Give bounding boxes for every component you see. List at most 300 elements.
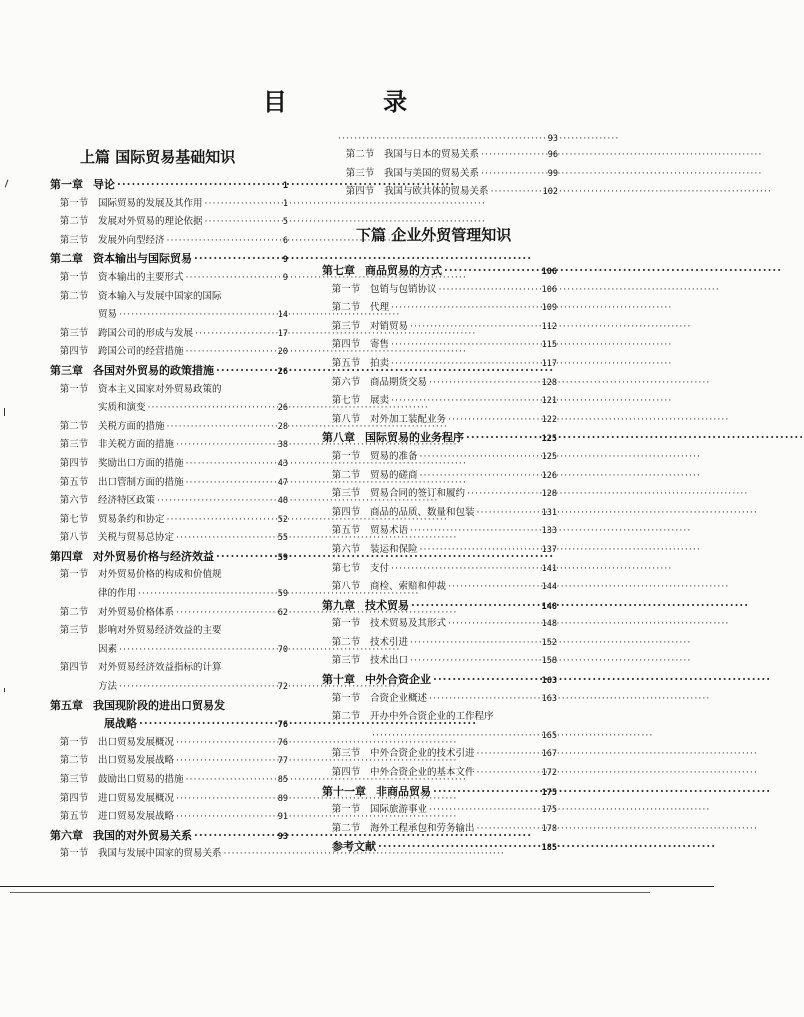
section-number: 第四节	[331, 339, 361, 351]
page-number: 163	[541, 676, 557, 687]
leader-dots	[481, 165, 546, 184]
page-number: 148	[541, 601, 557, 612]
toc-section-entry[interactable]	[322, 745, 557, 764]
section-number: 第二节	[331, 469, 361, 481]
leader-dots	[467, 485, 540, 504]
leader-dots	[372, 727, 540, 746]
page-number: 141	[541, 563, 557, 574]
section-number: 第一节	[59, 271, 89, 283]
toc-section-entry[interactable]	[322, 281, 557, 300]
leader-dots	[444, 262, 540, 281]
section-title: 技术出口	[370, 655, 409, 667]
leader-dots	[448, 615, 540, 634]
section-title: 国际旅游事业	[370, 804, 428, 816]
page-number: 175	[541, 787, 557, 798]
section-title: 展卖	[370, 395, 390, 407]
toc-section-entry[interactable]	[322, 448, 557, 467]
section-title: 关税与贸易总协定	[98, 532, 175, 544]
section-number: 第一节	[331, 692, 361, 704]
leader-dots	[491, 183, 541, 202]
page-number: 1	[282, 181, 288, 191]
section-number: 第四节	[331, 767, 361, 779]
section-title: 资本主义国家对外贸易政策的	[98, 383, 222, 395]
page-number: 152	[541, 637, 557, 648]
page-number: 185	[541, 843, 557, 854]
toc-section-entry[interactable]	[322, 522, 557, 541]
toc-section-entry[interactable]	[336, 165, 558, 184]
chapter-number: 第一章	[50, 178, 83, 191]
leader-dots	[167, 418, 276, 437]
section-title: 贸易术语	[370, 525, 409, 537]
section-number: 第五节	[59, 476, 89, 488]
section-number: 第四节	[59, 457, 89, 469]
leader-dots	[410, 634, 540, 653]
leader-dots	[167, 511, 276, 530]
page-number: 26	[277, 403, 288, 414]
leader-dots	[176, 529, 276, 548]
section-number: 第二节	[345, 149, 375, 160]
section-number: 第三节	[331, 748, 361, 760]
page-number: 175	[541, 805, 557, 816]
page-number: 93	[547, 134, 558, 144]
toc-section-entry[interactable]	[322, 615, 557, 634]
page-number: 125	[541, 451, 557, 462]
page-title: 目 录	[262, 88, 452, 116]
section-title: 技术贸易及其形式	[370, 618, 447, 630]
toc-section-entry[interactable]	[50, 418, 288, 437]
page-number: 62	[277, 607, 288, 618]
section-title: 商检、索赔和仲裁	[370, 581, 447, 593]
chapter-title: 各国对外贸易的政策措施	[93, 363, 214, 377]
toc-section-entry[interactable]	[50, 325, 288, 344]
section-title: 鼓励出口贸易的措施	[98, 774, 184, 785]
leader-dots	[481, 146, 546, 165]
chapter-number: 第十一章	[322, 784, 366, 798]
toc-section-entry[interactable]	[50, 808, 288, 827]
page-number: 96	[547, 150, 558, 160]
leader-dots	[429, 801, 540, 820]
chapter-number: 第三章	[50, 363, 83, 377]
section-title: 影响对外贸易经济效益的主要	[98, 625, 222, 637]
section-title: 进口贸易发展概况	[98, 792, 175, 804]
section-number: 第四节	[345, 186, 375, 198]
section-title: 发展对外贸易的理论依据	[98, 216, 203, 228]
toc-section-entry[interactable]	[50, 529, 288, 548]
section-number: 第一节	[331, 450, 361, 462]
page-number: 89	[277, 793, 288, 804]
page-number: 5	[282, 217, 288, 228]
leader-dots	[157, 492, 276, 511]
toc-section-entry[interactable]	[50, 474, 288, 493]
section-title: 寄售	[370, 339, 390, 351]
page-number: 167	[541, 749, 557, 760]
page-number: 93	[277, 831, 288, 842]
page-number: 121	[541, 396, 557, 407]
leader-dots	[195, 325, 276, 344]
leader-dots	[176, 604, 276, 623]
leader-dots	[186, 474, 276, 493]
section-number: 第六节	[331, 376, 361, 388]
section-number: 第八节	[331, 581, 361, 593]
page-number: 91	[277, 812, 288, 823]
leader-dots	[167, 232, 281, 251]
section-number: 第六节	[331, 543, 361, 555]
toc-chapter-entry[interactable]	[322, 671, 557, 690]
toc-section-entry[interactable]	[50, 288, 288, 325]
page-number: 76	[277, 737, 288, 748]
page-number: 117	[541, 358, 557, 369]
toc-section-entry[interactable]	[50, 752, 288, 771]
leader-dots	[176, 436, 276, 455]
toc-section-entry[interactable]	[322, 820, 557, 839]
section-number: 第五节	[59, 811, 89, 823]
section-title: 对外贸易经济效益指标的计算	[98, 662, 222, 674]
toc-section-entry[interactable]	[322, 467, 557, 486]
page-number: 52	[277, 514, 288, 525]
leader-dots	[391, 560, 540, 579]
section-number: 第三节	[331, 320, 361, 332]
section-number: 第一节	[331, 804, 361, 816]
page-number: 14	[277, 310, 288, 321]
toc-chapter-entry[interactable]	[322, 597, 557, 616]
section-title: 资本输出的主要形式	[98, 271, 184, 283]
page-number: 125	[541, 434, 557, 445]
section-title: 支付	[370, 562, 390, 574]
leader-dots	[176, 790, 276, 809]
toc-section-entry[interactable]	[50, 790, 288, 809]
toc-continuation-row[interactable]	[336, 132, 558, 146]
section-title: 开办中外合资企业的工作程序	[370, 711, 494, 723]
leader-dots	[194, 827, 276, 846]
section-number: 第一节	[59, 197, 89, 209]
section-title: 包销与包销协议	[370, 283, 437, 295]
section-title: 中外合资企业的基本文件	[370, 767, 475, 779]
toc-section-entry[interactable]	[50, 436, 288, 455]
page-number: 165	[541, 730, 557, 741]
section-title: 出口管制方面的措施	[98, 476, 184, 488]
section-title: 技术引进	[370, 636, 409, 648]
page-number: 178	[541, 823, 557, 834]
chapter-title: 非商品贸易	[376, 784, 431, 798]
bottom-rule-secondary	[10, 892, 650, 893]
page-number: 6	[282, 235, 288, 246]
section-number: 第六节	[59, 495, 89, 507]
page-number: 43	[277, 458, 288, 469]
toc-section-entry[interactable]	[322, 801, 557, 820]
page-number: 133	[541, 526, 557, 537]
chapter-number: 第七章	[322, 264, 355, 277]
toc-section-entry[interactable]	[322, 578, 557, 597]
section-title: 出口贸易发展概况	[98, 736, 175, 748]
chapter-title: 对外贸易价格与经济效益	[93, 549, 214, 563]
scan-mark	[4, 688, 8, 692]
leader-dots	[205, 213, 281, 232]
toc-section-entry[interactable]	[50, 771, 288, 790]
section-number: 第三节	[345, 167, 375, 179]
chapter-title: 参考文献	[332, 840, 376, 854]
toc-chapter-entry[interactable]	[50, 176, 288, 195]
page-number: 20	[277, 347, 288, 358]
chapter-number: 第八章	[322, 431, 355, 445]
chapter-number: 第四章	[50, 549, 83, 563]
page-number: 77	[277, 756, 288, 767]
section-number: 第二节	[331, 711, 361, 723]
toc-left-column	[50, 176, 288, 864]
page-number: 172	[541, 768, 557, 779]
page-number: 9	[282, 255, 288, 266]
page-number: 128	[541, 377, 557, 388]
leader-dots	[117, 176, 281, 195]
toc-chapter-entry[interactable]	[322, 783, 557, 802]
page-number: 47	[277, 477, 288, 488]
toc-section-entry[interactable]	[322, 541, 557, 560]
section-number: 第二节	[331, 302, 361, 314]
section-title: 贸易条约和协定	[98, 513, 165, 525]
toc-chapter-entry[interactable]	[50, 250, 288, 269]
section-title: 资本输入与发展中国家的国际	[98, 290, 222, 302]
toc-section-entry[interactable]	[50, 845, 288, 864]
leader-dots	[391, 336, 540, 355]
chapter-number: 第二章	[50, 252, 83, 266]
toc-chapter-entry[interactable]	[50, 362, 288, 381]
section-title: 对外加工装配业务	[370, 413, 447, 425]
chapter-title: 国际贸易的业务程序	[365, 431, 464, 445]
section-number: 第二节	[59, 290, 89, 302]
toc-section-entry[interactable]	[50, 492, 288, 511]
section-number: 第四节	[59, 792, 89, 804]
leader-dots	[186, 269, 281, 288]
toc-right-continuation	[336, 132, 558, 202]
section-number: 第三节	[59, 327, 89, 339]
toc-section-entry[interactable]	[322, 485, 557, 504]
title-continuation: 因素	[98, 643, 118, 655]
toc-section-entry[interactable]	[322, 336, 557, 355]
toc-section-entry[interactable]	[322, 560, 557, 579]
section-number: 第三节	[59, 774, 89, 785]
toc-chapter-entry[interactable]	[322, 838, 557, 857]
section-number: 第八节	[331, 413, 361, 425]
toc-section-entry[interactable]	[50, 659, 288, 696]
leader-dots	[391, 299, 540, 318]
section-title: 跨国公司的形成与发展	[98, 327, 194, 339]
section-number: 第三节	[59, 234, 89, 246]
toc-section-entry[interactable]	[322, 764, 557, 783]
chapter-number: 第六章	[50, 828, 83, 842]
section-title: 非关税方面的措施	[98, 439, 175, 451]
section-number: 第一节	[331, 618, 361, 630]
toc-section-entry[interactable]	[50, 195, 288, 214]
toc-section-entry[interactable]	[50, 455, 288, 474]
section-title: 拍卖	[370, 357, 390, 369]
chapter-number: 第十章	[322, 673, 355, 687]
chapter-number: 第九章	[322, 598, 355, 612]
toc-chapter-entry[interactable]	[322, 429, 557, 448]
chapter-title: 导论	[93, 178, 115, 191]
title-continuation: 展战略	[104, 717, 137, 731]
section-title: 进口贸易发展战略	[98, 811, 175, 823]
page-number: 17	[277, 328, 288, 339]
leader-dots	[466, 429, 540, 448]
leader-dots	[186, 343, 276, 362]
toc-section-entry[interactable]	[336, 183, 558, 202]
page-number: 85	[277, 775, 288, 785]
section-number: 第一节	[331, 283, 361, 295]
toc-section-entry[interactable]	[50, 269, 288, 288]
leader-dots	[420, 448, 540, 467]
page-number: 38	[277, 440, 288, 451]
toc-chapter-entry[interactable]	[322, 262, 557, 281]
page-number: 128	[541, 489, 557, 500]
toc-section-entry[interactable]	[322, 690, 557, 709]
leader-dots	[477, 504, 540, 523]
leader-dots	[477, 820, 540, 839]
page-number: 158	[541, 656, 557, 667]
scan-mark	[4, 408, 8, 416]
leader-dots	[420, 541, 540, 560]
page-number: 59	[277, 552, 288, 563]
toc-section-entry[interactable]	[50, 566, 288, 603]
leader-dots	[448, 578, 540, 597]
section-number: 第二节	[331, 822, 361, 834]
section-number: 第二节	[59, 420, 89, 432]
leader-dots	[186, 455, 276, 474]
toc-section-entry[interactable]	[322, 708, 557, 745]
leader-dots	[477, 745, 540, 764]
leader-dots	[216, 362, 276, 381]
toc-section-entry[interactable]	[322, 634, 557, 653]
page-number: 144	[541, 582, 557, 593]
chapter-title: 资本输出与国际贸易	[93, 252, 192, 266]
toc-section-entry[interactable]	[50, 381, 288, 418]
leader-dots	[138, 585, 276, 604]
section-title: 贸易的磋商	[370, 469, 418, 481]
toc-section-entry[interactable]	[322, 504, 557, 523]
leader-dots	[433, 783, 540, 802]
toc-section-entry[interactable]	[322, 392, 557, 411]
section-title: 合资企业概述	[370, 692, 428, 704]
leader-dots	[391, 355, 540, 374]
section-title: 代理	[370, 302, 390, 314]
page-number: 99	[547, 168, 558, 179]
leader-dots	[448, 411, 540, 430]
leader-dots	[338, 132, 546, 146]
toc-section-entry[interactable]	[322, 299, 557, 318]
section-title: 关税方面的措施	[98, 420, 165, 432]
toc-section-entry[interactable]	[50, 622, 288, 659]
section-title: 奖励出口方面的措施	[98, 457, 184, 469]
page-number: 102	[542, 187, 558, 198]
section-number: 第一节	[59, 569, 89, 581]
leader-dots	[176, 808, 276, 827]
chapter-title: 商品贸易的方式	[365, 264, 442, 277]
section-title: 我国与发展中国家的贸易关系	[98, 848, 222, 860]
section-number: 第五节	[331, 525, 361, 537]
leader-dots	[224, 845, 286, 864]
section-title: 我国与美国的贸易关系	[384, 167, 480, 179]
toc-section-entry[interactable]	[50, 232, 288, 251]
leader-dots	[410, 522, 540, 541]
section-title: 跨国公司的经营措施	[98, 346, 184, 358]
toc-section-entry[interactable]	[50, 734, 288, 753]
toc-chapter-entry[interactable]	[50, 697, 288, 734]
toc-section-entry[interactable]	[322, 411, 557, 430]
toc-section-entry[interactable]	[322, 318, 557, 337]
section-title: 中外合资企业的技术引进	[370, 748, 475, 760]
chapter-title: 技术贸易	[365, 598, 409, 612]
toc-section-entry[interactable]	[322, 374, 557, 393]
section-number: 第四节	[331, 506, 361, 518]
toc-section-entry[interactable]	[336, 146, 558, 165]
chapter-title: 我国的对外贸易关系	[93, 828, 192, 842]
page-number: 72	[277, 682, 288, 693]
section-title: 发展外向型经济	[98, 234, 165, 246]
section-number: 第四节	[59, 662, 89, 674]
toc-chapter-entry[interactable]	[50, 548, 288, 567]
page-number: 115	[541, 340, 557, 351]
leader-dots	[148, 399, 276, 418]
page-number: 9	[282, 272, 288, 283]
page-number: 70	[277, 644, 288, 655]
leader-dots	[429, 374, 540, 393]
toc-section-entry[interactable]	[50, 213, 288, 232]
section-number: 第二节	[331, 636, 361, 648]
leader-dots	[477, 764, 540, 783]
page-number: 26	[277, 366, 288, 377]
page-number: 59	[277, 589, 288, 600]
page-number: 48	[277, 496, 288, 507]
page-number: 126	[541, 470, 557, 481]
section-title: 海外工程承包和劳务输出	[370, 822, 475, 834]
chapter-title: 我国现阶段的进出口贸易发	[93, 698, 225, 712]
section-number: 第四节	[59, 346, 89, 358]
leader-dots	[411, 597, 540, 616]
page-number: 109	[541, 303, 557, 314]
toc-section-entry[interactable]	[50, 511, 288, 530]
section-number: 第二节	[59, 606, 89, 618]
section-title: 贸易合同的签订和履约	[370, 488, 466, 500]
section-number: 第二节	[59, 216, 89, 228]
section-title: 贸易的准备	[370, 450, 418, 462]
part-heading-upper: 上篇 国际贸易基础知识	[80, 148, 236, 166]
section-number: 第三节	[331, 488, 361, 500]
section-title: 商品期货交易	[370, 376, 428, 388]
page-number: 148	[541, 619, 557, 630]
leader-dots	[119, 641, 276, 660]
leader-dots	[176, 734, 276, 753]
toc-section-entry[interactable]	[50, 343, 288, 362]
section-number: 第三节	[59, 439, 89, 451]
leader-dots	[139, 715, 276, 734]
section-title: 对销贸易	[370, 320, 409, 332]
toc-section-entry[interactable]	[322, 652, 557, 671]
toc-section-entry[interactable]	[322, 355, 557, 374]
section-title: 国际贸易的发展及其作用	[98, 197, 203, 209]
chapter-title: 中外合资企业	[365, 673, 431, 687]
section-title: 对外贸易价格的构成和价值规	[98, 569, 222, 581]
leader-dots	[391, 392, 540, 411]
section-number: 第三节	[331, 655, 361, 667]
section-number: 第一节	[59, 383, 89, 395]
toc-section-entry[interactable]	[50, 604, 288, 623]
bottom-rule	[0, 886, 714, 887]
leader-dots	[410, 652, 540, 671]
section-title: 出口贸易发展战略	[98, 755, 175, 767]
title-continuation: 实质和演变	[98, 402, 146, 414]
leader-dots	[119, 306, 276, 325]
leader-dots	[216, 548, 276, 567]
page-number: 55	[277, 533, 288, 544]
toc-chapter-entry[interactable]	[50, 827, 288, 846]
